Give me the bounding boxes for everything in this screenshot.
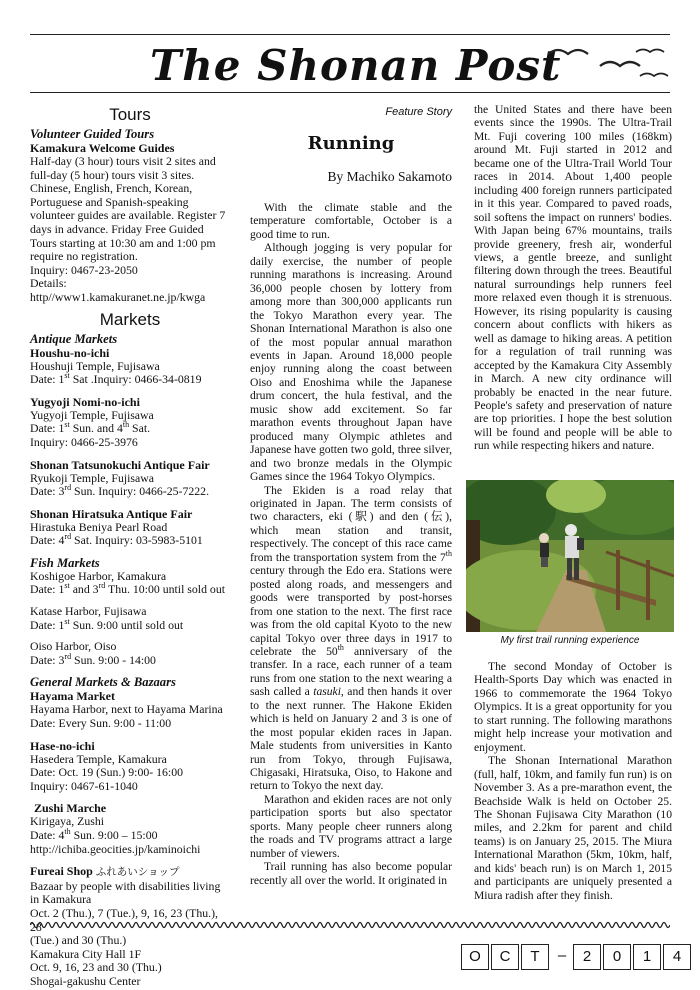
article-paragraph: Trail running has also become popular recently all over the world. It originated in (250, 860, 452, 887)
market-detail: in Kamakura (30, 892, 92, 907)
date-char: 0 (603, 944, 631, 970)
markets-heading: Markets (99, 309, 161, 329)
market-location: Houshuji Temple, Fujisawa (30, 358, 160, 373)
antique-markets-subheading: Antique Markets (30, 331, 118, 346)
market-date: Date: 3rd Sun. 9:00 - 14:00 (30, 651, 156, 667)
tours-line: require no registration. (30, 249, 138, 264)
tours-organization: Kamakura Welcome Guides (30, 141, 175, 155)
date-char: T (521, 944, 549, 970)
article-paragraph: The Ekiden is a road relay that originated in Japan. The term consists of two characters, eki (駅) and den (伝), which mean station and transit, respectively. The concept of this race came from the transportation system from the 7th century through the Edo era. Stations were posted along roads, and messengers and goods were transported by post-horses from one station to the next. The first race was from the old capital Kyoto to the new capital Tokyo over three days in 1917 to celebrate the 50th anniversary of the transfer. In a race, each runner of a team runs from one station to the next wearing a sash called a tasuki, and then hands it over to the next runner. The Hakone Ekiden which is held on January 2 and 3 is one of the most popular ekiden races in Japan. Male students from universities in Kanto run from Tokyo, through Fujisawa, Chigasaki, Hiratsuka, Oiso, to Hakone and return to Tokyo the next day. (250, 483, 452, 793)
market-date: Date: Oct. 19 (Sun.) 9:00- 16:00 (30, 765, 184, 780)
feature-article-column (250, 105, 452, 887)
trail-running-photo (466, 480, 674, 632)
date-char: 1 (633, 944, 661, 970)
market-detail: Oct. 9, 16, 23 and 30 (Thu.) (30, 960, 162, 975)
market-location: Oiso Harbor, Oiso (30, 639, 117, 654)
market-detail: Shogai-gakushu Center (30, 973, 141, 988)
article-paragraph: With the climate stable and the temperature comfortable, October is a good time to run. (250, 201, 452, 241)
market-date: Date: 1st Sun. 9:00 until sold out (30, 616, 184, 632)
masthead-title: The Shonan Post (150, 41, 562, 90)
tours-line: Details: (30, 276, 67, 291)
market-title: Hase-no-ichi (30, 738, 95, 753)
market-link[interactable]: http://ichiba.geocities.jp/kaminoichi (30, 841, 201, 856)
market-location: Hirastuka Beniya Pearl Road (30, 519, 168, 534)
market-detail: Kamakura City Hall 1F (30, 946, 142, 961)
masthead-bottom-rule (30, 92, 670, 93)
listings-column (30, 105, 230, 989)
market-title: Yugyoji Nomi-no-ichi (30, 394, 140, 409)
tours-line: volunteer guides are available. Register 7 (30, 208, 226, 223)
market-title: Zushi Marche (34, 801, 107, 816)
article-continuation (474, 103, 672, 453)
article-byline: By Machiko Sakamoto (327, 169, 452, 184)
market-title: Shonan Hiratsuka Antique Fair (30, 506, 193, 521)
general-markets-subheading: General Markets & Bazaars (30, 675, 176, 690)
market-date: Date: 3rd Sun. Inquiry: 0466-25-7222. (30, 483, 210, 499)
tours-heading: Tours (109, 105, 151, 124)
article-paragraph: The second Monday of October is Health-Sports Day which was enacted in 1966 to commemorate the 1964 Tokyo Olympics. It is a great opportunity for you to start running. The following marathons might help increase your motivation and enjoyment. (474, 660, 672, 754)
market-detail: Oct. 2 (Thu.), 7 (Tue.), 9, 16, 23 (Thu.), 28 (30, 905, 218, 934)
article-continuation (474, 660, 672, 902)
feature-story-label: Feature Story (385, 106, 452, 118)
market-location: Katase Harbor, Fujisawa (30, 604, 147, 619)
date-char: O (461, 944, 489, 970)
date-dash: – (557, 947, 567, 964)
market-date: Date: 4th Sun. 9:00 – 15:00 (30, 827, 158, 842)
market-date: Date: 1st Sat .Inquiry: 0466-34-0819 (30, 371, 202, 387)
article-paragraph: Although jogging is very popular for daily exercise, the number of people running marathons is increasing. Around 36,000 people chosen by lottery from among more than 300,000 applicants run the Tokyo Marathon every year. The Shonan International Marathon is also one of the most popular annual marathon events in Japan. Around 18,000 people enjoy running along the coast between Oiso and Enoshima while the Japanese drum concert, the hula festival, and the music show add excitement. So far marathon events throughout Japan have produced many Olympic athletes and Japanese have gotten two gold, three silver, and two bronze medals in the Olympic Games since the 1964 Tokyo Olympics. (250, 241, 452, 484)
article-paragraph: Marathon and ekiden races are not only participation sports but also spectator sports. Many people cheer runners along the roads and TV programs attract a large number of viewers. (250, 792, 452, 860)
market-location: Hayama Harbor, next to Hayama Marina (30, 702, 223, 717)
date-char: 4 (663, 944, 691, 970)
photo-caption: My first trail running experience (500, 635, 640, 646)
market-title: Houshu-no-ichi (30, 345, 110, 360)
tours-line: Portuguese and Spanish-speaking (30, 194, 189, 209)
article-paragraph: the United States and there have been events since the 1990s. The Ultra-Trail Mt. Fuji covering 100 miles (168km) around Mt. Fuji started in 2012 and became one of the Ultra-Trail World Tour races in 2014. About 1,400 people including 400 foreign runners participated in it this year. Compared to paved roads, soil softens the impact on runners' bodies. With Japan being 67% mountains, trails provide greenery, fresh air, wonderful views, a gentle breeze, and sunlight filtering down through the trees. Beautiful natural surroundings help runners feel more relaxed even though it is strenuous. However, its rising popularity is causing concern about conflicts with hikers as well as damage to hiking areas. A petition for a regulation of trail running was accepted by the Kamakura City Assembly in March. A new city ordinance will probably be enacted in the near future. People's safety and preservation of nature are top priorities. I hope the best solution will be found and people will be able to run while respecting hikers and nature. (474, 103, 672, 453)
issue-date-box (461, 944, 693, 970)
article-title: Running (307, 133, 395, 154)
market-title: Hayama Market (30, 689, 115, 704)
market-date: Date: 1st Sun. and 4th Sat. (30, 420, 151, 436)
market-location: Ryukoji Temple, Fujisawa (30, 470, 154, 485)
market-location: Yugyoji Temple, Fujisawa (30, 407, 154, 422)
market-detail: (Tue.) and 30 (Thu.) (30, 933, 127, 948)
market-title-japanese: ふれあいショップ (95, 867, 180, 879)
tours-line: Chinese, English, French, Korean, (30, 181, 193, 196)
masthead-top-rule (30, 34, 670, 35)
tours-line: full-day (5 hour) tours visit 3 sites. (30, 167, 195, 182)
tours-subheading: Volunteer Guided Tours (30, 127, 155, 141)
market-inquiry: Inquiry: 0466-25-3976 (30, 434, 138, 449)
market-location: Kirigaya, Zushi (30, 814, 105, 829)
market-date: Date: 1st and 3rd Thu. 10:00 until sold out (30, 581, 225, 597)
market-inquiry: Inquiry: 0467-61-1040 (30, 778, 138, 793)
market-location: Hasedera Temple, Kamakura (30, 751, 167, 766)
tours-line: Half-day (3 hour) tours visit 2 sites and (30, 154, 216, 168)
article-paragraph: The Shonan International Marathon (full, half, 10km, and family fun run) is on November 3. As a pre-marathon event, the Beachside Walk is held on October 25. The Shonan Fujisawa City Marathon (10 miles, and 2.2km for parent and child teams) is on January 25, 2015. The Miura International Marathon (5km, 10km, half, and kids' beach run) is on March 1, 2015 and participants are uniquely presented a Miura radish after they finish. (474, 754, 672, 902)
tours-line: Tours starting at 10:30 am and 1:00 pm (30, 235, 216, 250)
tours-line: days in advance. Friday Free Guided (30, 221, 204, 236)
tours-link[interactable]: http//www1.kamakuranet.ne.jp/kwga (30, 289, 206, 304)
date-char: 2 (573, 944, 601, 970)
date-char: C (491, 944, 519, 970)
market-date: Date: 4rd Sat. Inquiry: 03-5983-5101 (30, 532, 203, 548)
market-location: Koshigoe Harbor, Kamakura (30, 568, 167, 583)
tours-line: Inquiry: 0467-23-2050 (30, 262, 138, 277)
market-detail: Bazaar by people with disabilities living (30, 878, 221, 893)
market-title-row (30, 864, 230, 880)
market-title: Fureai Shop (30, 864, 93, 879)
fish-markets-subheading: Fish Markets (30, 555, 100, 570)
market-date: Date: Every Sun. 9:00 - 11:00 (30, 716, 172, 731)
seagulls-icon (540, 44, 670, 84)
market-title: Shonan Tatsunokuchi Antique Fair (30, 457, 210, 472)
footer-wave-rule (30, 918, 670, 932)
